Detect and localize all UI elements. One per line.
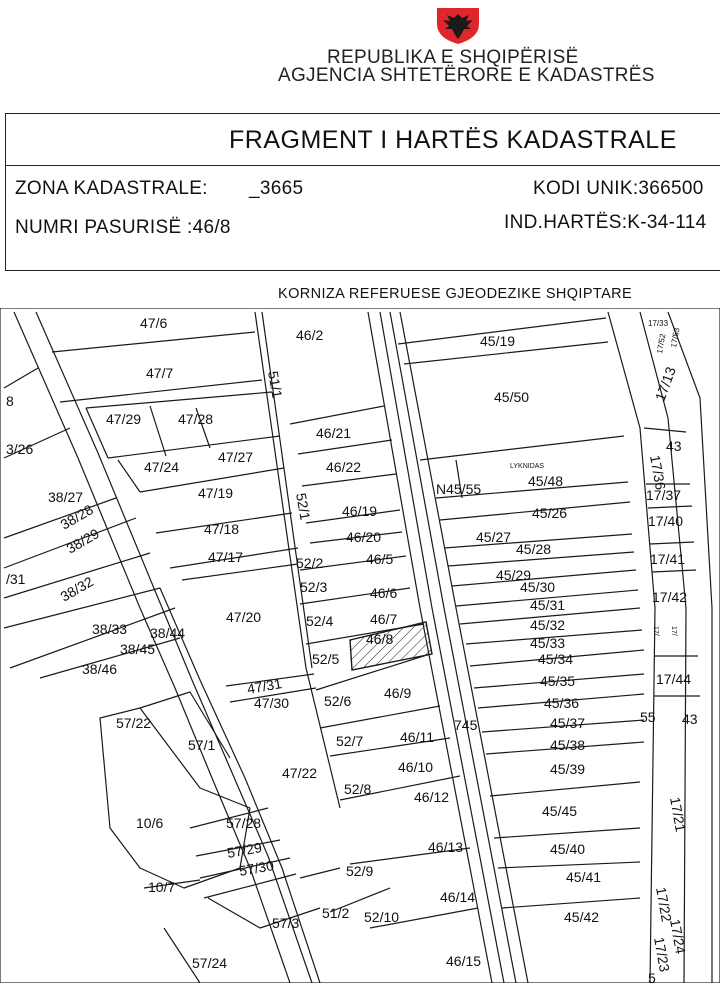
parcel-label: 45/39 — [550, 761, 586, 777]
parcel-label: 47/24 — [144, 459, 180, 475]
parcel-label: 46/20 — [346, 529, 382, 545]
parcel-label: 45/36 — [544, 695, 580, 711]
parcel-label: 46/8 — [366, 631, 394, 647]
cadastral-map — [0, 308, 720, 983]
document-title: FRAGMENT I HARTËS KADASTRALE — [229, 126, 677, 154]
kodi-unik: KODI UNIK:366500 — [533, 178, 704, 199]
parcel-label: 3/26 — [6, 441, 34, 457]
parcel-label: 47/28 — [178, 411, 214, 427]
ind-hartes: IND.HARTËS:K-34-114 — [504, 212, 707, 233]
parcel-label: 46/22 — [326, 459, 362, 475]
reference-frame-label: KORNIZA REFERUESE GJEODEZIKE SHQIPTARE — [278, 286, 633, 302]
parcel-label: 45/28 — [516, 541, 552, 557]
parcel-label: 17/42 — [652, 589, 688, 605]
parcel-label: 45/29 — [496, 567, 532, 583]
parcel-label: 17/40 — [648, 513, 684, 529]
parcel-label: 45/50 — [494, 389, 530, 405]
parcel-label: 47/19 — [198, 485, 234, 501]
parcel-label: 45/27 — [476, 529, 512, 545]
parcel-label: 8 — [6, 393, 14, 409]
parcel-label: 46/10 — [398, 759, 434, 775]
parcel-label: 45/30 — [520, 579, 556, 595]
parcel-label: 17/37 — [646, 487, 682, 503]
parcel-label: 52/9 — [346, 863, 374, 879]
parcel-label: 17/ — [670, 626, 677, 636]
parcel-label: 45/48 — [528, 473, 564, 489]
parcel-label: 45/33 — [530, 635, 566, 651]
parcel-label: 57/28 — [226, 815, 262, 831]
parcel-label: 10/7 — [148, 879, 176, 895]
numri-pasurise: NUMRI PASURISË :46/8 — [15, 217, 231, 238]
parcel-label: 46/9 — [384, 685, 412, 701]
parcel-label: 17/ — [652, 626, 659, 636]
parcel-label: 52/2 — [296, 555, 324, 571]
parcel-label: 51/2 — [322, 905, 350, 921]
parcel-label: 45/42 — [564, 909, 600, 925]
zona-kadastrale-value: _3665 — [249, 178, 304, 199]
parcel-label: 46/6 — [370, 585, 398, 601]
parcel-label: 47/31 — [245, 675, 284, 697]
header-republic: REPUBLIKA E SHQIPËRISË — [327, 47, 579, 68]
parcel-label: 17/53 — [669, 327, 682, 349]
parcel-label: 47/29 — [106, 411, 142, 427]
parcel-label: 52/10 — [364, 909, 400, 925]
parcel-label: 45/31 — [530, 597, 566, 613]
parcel-label: 46/5 — [366, 551, 394, 567]
parcel-label: 45/34 — [538, 651, 574, 667]
parcel-label: 52/4 — [306, 613, 334, 629]
parcel-label: 46/19 — [342, 503, 378, 519]
parcel-label: 38/32 — [57, 573, 96, 605]
parcel-label: 47/6 — [140, 315, 168, 331]
parcel-label: 46/12 — [414, 789, 450, 805]
parcel-label: 46/11 — [400, 729, 434, 745]
albanian-eagle-emblem-icon — [431, 8, 485, 44]
info-box — [5, 113, 720, 271]
parcel-label: 46/14 — [440, 889, 476, 905]
parcel-label: 46/21 — [316, 425, 352, 441]
parcel-label: 17/24 — [667, 917, 689, 956]
info-box-divider — [6, 165, 720, 166]
parcel-label: 51/1 — [265, 369, 286, 400]
parcel-label: 43 — [682, 711, 698, 727]
parcel-label: 57/22 — [116, 715, 152, 731]
parcel-label: 45/37 — [550, 715, 586, 731]
parcel-label: 46/15 — [446, 953, 482, 969]
parcel-label: 17/52 — [655, 333, 668, 355]
parcel-label: /31 — [6, 571, 26, 587]
parcel-label: 17/22 — [653, 885, 675, 924]
parcel-label: 45/45 — [542, 803, 578, 819]
parcel-label: 38/46 — [82, 661, 118, 677]
parcel-label: 52/7 — [336, 733, 364, 749]
parcel-label: 17/36 — [647, 453, 669, 492]
parcel-label: LYKNIDAS — [510, 463, 545, 470]
parcel-label: 38/29 — [63, 525, 102, 557]
parcel-label: 47/7 — [146, 365, 174, 381]
parcel-label: 52/3 — [300, 579, 328, 595]
parcel-label: 47/22 — [282, 765, 318, 781]
parcel-label: 57/29 — [225, 839, 264, 861]
parcel-label: 57/24 — [192, 955, 228, 971]
parcel-label: 45/35 — [540, 673, 576, 689]
parcel-label: 47/17 — [208, 549, 244, 565]
parcel-label: 52/6 — [324, 693, 352, 709]
parcel-label: 57/3 — [272, 915, 300, 931]
parcel-label: 55 — [640, 709, 656, 725]
parcel-label: 57/1 — [188, 737, 216, 753]
parcel-label: 45/19 — [480, 333, 516, 349]
parcel-label: 10/6 — [136, 815, 164, 831]
parcel-label: 46/7 — [370, 611, 398, 627]
parcel-label: N45/55 — [436, 481, 482, 497]
parcel-label: 38/44 — [150, 625, 186, 641]
parcel-label: 43 — [666, 438, 682, 454]
parcel-label: 38/28 — [57, 501, 96, 533]
parcel-label: 45/26 — [532, 505, 568, 521]
parcel-label: 45/41 — [566, 869, 602, 885]
parcel-label: 52/8 — [344, 781, 372, 797]
parcel-label: 47/30 — [254, 695, 290, 711]
parcel-label: 45/32 — [530, 617, 566, 633]
parcel-label: 38/27 — [48, 489, 84, 505]
parcel-label: 38/45 — [120, 641, 156, 657]
parcel-label: 17/21 — [667, 795, 689, 834]
parcel-label: 45/38 — [550, 737, 586, 753]
parcel-label: 745 — [454, 717, 478, 733]
parcel-label: 47/20 — [226, 609, 262, 625]
parcel-label: 38/33 — [92, 621, 128, 637]
parcel-label: 57/30 — [237, 857, 276, 879]
header-agency: AGJENCIA SHTETËRORE E KADASTRËS — [278, 65, 655, 86]
parcel-label: 47/27 — [218, 449, 254, 465]
parcel-label: 46/13 — [428, 839, 464, 855]
parcel-label: 46/2 — [296, 327, 324, 343]
parcel-label: 17/41 — [650, 551, 686, 567]
zona-kadastrale-label: ZONA KADASTRALE: — [15, 178, 208, 199]
parcel-label: 5 — [648, 970, 656, 983]
parcel-label: 52/1 — [293, 491, 314, 522]
parcel-label: 17/23 — [651, 935, 673, 974]
parcel-label: 47/18 — [204, 521, 240, 537]
parcel-label: 17/13 — [651, 364, 679, 404]
parcel-label: 52/5 — [312, 651, 340, 667]
parcel-label: 45/40 — [550, 841, 586, 857]
parcel-label: 17/44 — [656, 671, 692, 687]
parcel-label: 17/33 — [648, 319, 669, 328]
